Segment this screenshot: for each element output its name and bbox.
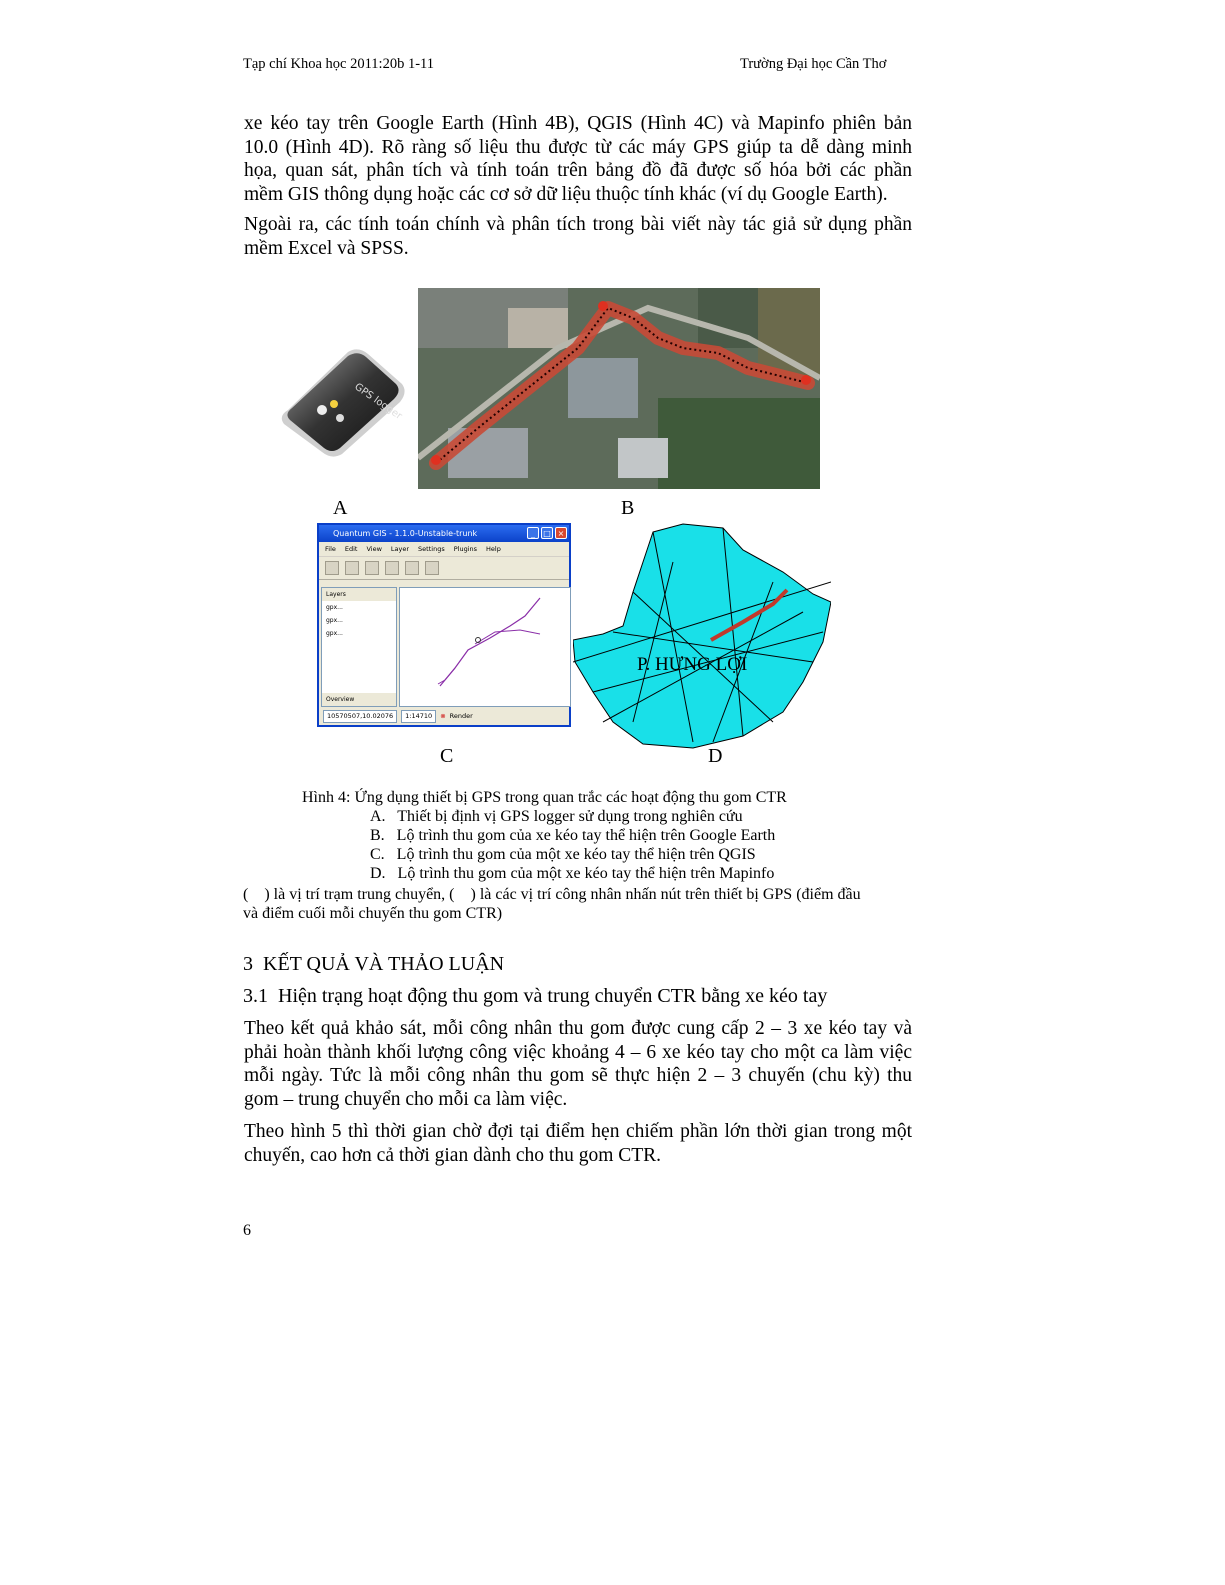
caption-item-c: C. Lộ trình thu gom của một xe kéo tay thể hiện trên QGIS (370, 846, 756, 863)
figure-label-c: C (440, 745, 454, 767)
running-header-left: Tạp chí Khoa học 2011:20b 1-11 (243, 56, 435, 72)
plugin-icon[interactable] (425, 561, 439, 575)
text-line: xe kéo tay trên Google Earth (Hình 4B), QGIS (Hình 4C) và Mapinfo phiên bản (244, 113, 912, 134)
mapinfo-route-map (573, 522, 831, 750)
new-project-icon[interactable] (325, 561, 339, 575)
text-line: Ngoài ra, các tính toán chính và phân tích trong bài viết này tác giả sử dụng phần (244, 214, 912, 235)
menu-view[interactable]: View (366, 545, 382, 553)
menu-settings[interactable]: Settings (418, 545, 445, 553)
close-icon[interactable]: × (555, 527, 567, 539)
caption-item-d: D. Lộ trình thu gom của một xe kéo tay thể hiện trên Mapinfo (370, 865, 775, 882)
text-line: 10.0 (Hình 4D). Rõ ràng số liệu thu được từ các máy GPS giúp ta dễ dàng minh (244, 136, 912, 158)
text-line: mỗi ngày. Tức là mỗi công nhân thu gom sẽ thực hiện 2 – 3 chuyến (chu kỳ) thu (244, 1065, 912, 1086)
text-line: Theo hình 5 thì thời gian chờ đợi tại điểm hẹn chiếm phần lớn thời gian trong một (244, 1121, 912, 1142)
text-line: phải hoàn thành khối lượng công việc khoảng 4 – 6 xe kéo tay cho một ca làm việc (244, 1041, 912, 1063)
layer-item[interactable]: gpx... (326, 604, 343, 611)
caption-note-line-2: và điểm cuối mỗi chuyến thu gom CTR) (243, 905, 503, 922)
caption-item-a: A. Thiết bị định vị GPS logger sử dụng trong nghiên cứu (370, 808, 743, 825)
google-earth-route-image (418, 288, 820, 489)
menu-layer[interactable]: Layer (390, 545, 410, 553)
layer-item[interactable]: gpx... (326, 617, 343, 624)
menu-help[interactable]: Help (486, 545, 501, 553)
running-header-right: Trường Đại học Cần Thơ (740, 56, 887, 72)
coordinate-readout: 10570507,10.02076 (323, 710, 397, 723)
figure-label-b: B (621, 497, 635, 519)
text-line: mềm Excel và SPSS. (244, 237, 409, 259)
text-line: Theo kết quả khảo sát, mỗi công nhân thu gom được cung cấp 2 – 3 xe kéo tay và (244, 1018, 912, 1039)
render-checkbox-label[interactable]: Render (449, 712, 473, 720)
qgis-window (317, 523, 571, 727)
pan-icon[interactable] (385, 561, 399, 575)
text-line: mềm GIS thông dụng hoặc các cơ sở dữ liệu thuộc tính khác (ví dụ Google Earth). (244, 183, 888, 205)
stop-icon[interactable]: ⊗ (440, 712, 446, 720)
caption-note-line-1: ( ) là vị trí trạm trung chuyển, ( ) là các vị trí công nhân nhấn nút trên thiết bị GPS (điểm đầu (243, 886, 861, 903)
device-label: GPS logger (352, 381, 404, 423)
section-heading: 3 KẾT QUẢ VÀ THẢO LUẬN (243, 953, 505, 975)
menu-file[interactable]: File (325, 545, 336, 553)
results-paragraph-1 (244, 1017, 912, 1111)
page-number: 6 (243, 1222, 251, 1239)
minimize-icon[interactable]: _ (527, 527, 539, 539)
subsection-heading: 3.1 Hiện trạng hoạt động thu gom và trung chuyển CTR bằng xe kéo tay (243, 985, 828, 1007)
identify-icon[interactable] (405, 561, 419, 575)
qgis-toolbar (319, 556, 569, 580)
layer-item[interactable]: gpx... (326, 630, 343, 637)
scale-readout[interactable]: 1:14710 (401, 710, 436, 723)
qgis-layers-panel (321, 587, 397, 707)
intro-paragraph-2 (244, 213, 912, 260)
qgis-status-bar (319, 707, 569, 725)
figure-label-d: D (708, 745, 723, 767)
qgis-menu-bar (319, 542, 569, 556)
add-layer-icon[interactable] (345, 561, 359, 575)
edit-icon[interactable] (365, 561, 379, 575)
menu-edit[interactable]: Edit (344, 545, 358, 553)
overview-panel-title: Overview (322, 693, 396, 706)
qgis-title-bar (319, 525, 569, 542)
text-line: gom – trung chuyển cho mỗi ca làm việc. (244, 1088, 568, 1110)
caption-item-b: B. Lộ trình thu gom của xe kéo tay thể hiện trên Google Earth (370, 827, 776, 844)
maximize-icon[interactable]: □ (541, 527, 553, 539)
qgis-title: Quantum GIS - 1.1.0-Unstable-trunk (333, 529, 478, 538)
qgis-map-canvas[interactable] (399, 587, 571, 707)
intro-paragraph-1 (244, 112, 912, 206)
layers-panel-title: Layers (322, 588, 396, 601)
text-line: họa, quan sát, phân tích và tính toán trên bảng đồ đã được số hóa bởi các phần (244, 160, 912, 181)
text-line: chuyến, cao hơn cả thời gian dành cho thu gom CTR. (244, 1144, 662, 1166)
figure-caption-title: Hình 4: Ứng dụng thiết bị GPS trong quan trắc các hoạt động thu gom CTR (302, 789, 787, 806)
menu-plugins[interactable]: Plugins (453, 545, 478, 553)
ward-label: P. HƯNG LỢI (637, 654, 748, 675)
results-paragraph-2 (244, 1120, 912, 1167)
gps-logger-photo (278, 348, 406, 460)
figure-label-a: A (333, 497, 348, 519)
